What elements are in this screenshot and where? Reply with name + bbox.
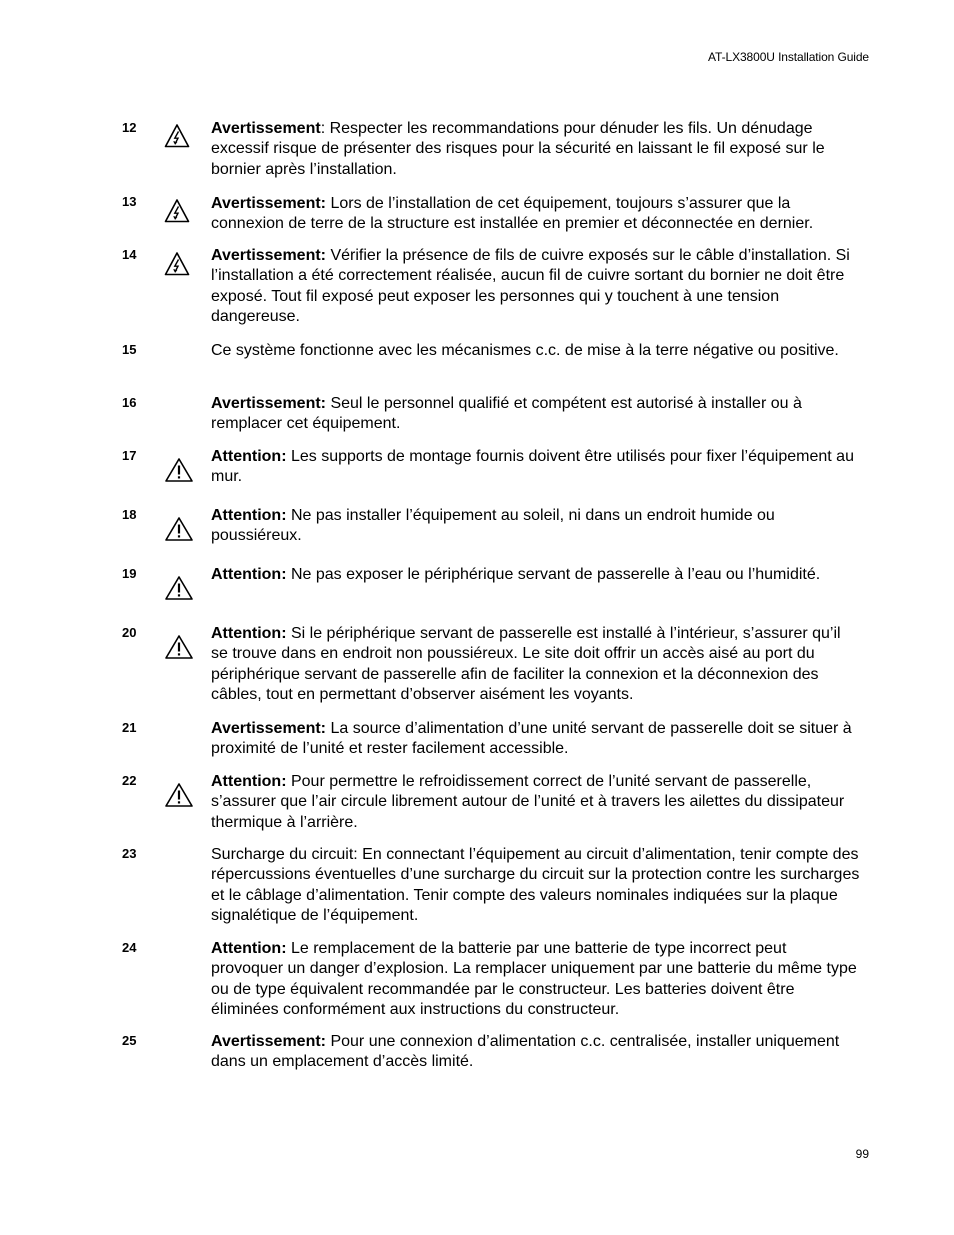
item-text — [211, 119, 861, 180]
item-text — [211, 194, 861, 235]
electrical-warning-icon — [164, 198, 190, 224]
item-label: Attention: — [211, 507, 287, 524]
electrical-warning-icon — [164, 251, 190, 277]
item-number: 18 — [122, 507, 137, 522]
item-number: 16 — [122, 395, 137, 410]
caution-icon — [164, 516, 194, 542]
item-text — [211, 1032, 861, 1073]
item-label: Avertissement: — [211, 720, 327, 737]
item-number: 19 — [122, 566, 137, 581]
item-text — [211, 341, 861, 361]
item-number: 25 — [122, 1033, 137, 1048]
caution-icon — [164, 457, 194, 483]
item-label: Avertissement: — [211, 395, 327, 412]
item-label: Attention: — [211, 625, 287, 642]
item-body: Pour une connexion d’alimentation c.c. centralisée, installer uniquement dans un emplacement d’accès limité. — [211, 1033, 840, 1071]
item-text — [211, 845, 861, 927]
item-body: Ne pas installer l’équipement au soleil, ni dans un endroit humide ou poussiéreux. — [211, 507, 775, 545]
item-text — [211, 624, 861, 706]
item-label: Avertissement: — [211, 195, 327, 212]
item-text — [211, 939, 861, 1021]
item-body: Seul le personnel qualifié et compétent est autorisé à installer ou à remplacer cet équipement. — [211, 395, 802, 433]
item-body: Ne pas exposer le périphérique servant de passerelle à l’eau ou l’humidité. — [286, 566, 821, 583]
page-header: AT-LX3800U Installation Guide — [708, 50, 869, 64]
item-number: 23 — [122, 846, 137, 861]
item-text — [211, 565, 861, 585]
item-number: 15 — [122, 342, 137, 357]
item-label: Attention: — [211, 773, 287, 790]
item-text — [211, 772, 861, 833]
item-number: 17 — [122, 448, 137, 463]
item-label: Attention: — [211, 448, 287, 465]
page-number: 99 — [855, 1147, 869, 1161]
item-body: Si le périphérique servant de passerelle est installé à l’intérieur, s’assurer qu’il se trouve dans en endroit non poussiéreux. Le site doit offrir un accès aisé au port du périphérique servant de passerelle afin de faciliter la connexion et la déconnexion des câbles, tout en permettant d’observer aisément les voyants. — [211, 625, 841, 704]
item-body: Ce système fonctionne avec les mécanismes c.c. de mise à la terre négative ou positive. — [211, 342, 839, 359]
item-body: Pour permettre le refroidissement correct de l’unité servant de passerelle, s’assurer que l’air circule librement autour de l’unité et à travers les ailettes du dissipateur thermique à l’arrière. — [211, 773, 845, 831]
item-body: Lors de l’installation de cet équipement, toujours s’assurer que la connexion de terre de la structure est installée en premier et déconnectée en dernier. — [211, 195, 814, 233]
item-body: Le remplacement de la batterie par une batterie de type incorrect peut provoquer un danger d’explosion. La remplacer uniquement par une batterie du même type ou de type équivalent recommandée par le constructeur. Les batteries doivent être éliminées conformément aux instructions du constructeur. — [211, 940, 857, 1019]
item-body: Surcharge du circuit: En connectant l’équipement au circuit d’alimentation, tenir compte des répercussions éventuelles d’une surcharge du circuit sur la protection contre les surcharges et le câblage d’alimentation. Tenir compte des valeurs nominales indiquées sur la plaque signalétique de l’équipement. — [211, 846, 860, 925]
item-text — [211, 394, 861, 435]
caution-icon — [164, 634, 194, 660]
item-label: Avertissement — [211, 120, 321, 137]
item-number: 13 — [122, 194, 137, 209]
item-body: Les supports de montage fournis doivent être utilisés pour fixer l’équipement au mur. — [211, 448, 854, 486]
item-body: : Respecter les recommandations pour dénuder les fils. Un dénudage excessif risque de présenter des risques pour la sécurité en laissant le fil exposé sur le bornier après l’installation. — [211, 120, 825, 178]
item-number: 20 — [122, 625, 137, 640]
electrical-warning-icon — [164, 123, 190, 149]
item-label: Attention: — [211, 940, 287, 957]
caution-icon — [164, 782, 194, 808]
item-number: 14 — [122, 247, 137, 262]
caution-icon — [164, 575, 194, 601]
item-label: Avertissement: — [211, 1033, 327, 1050]
item-body: Vérifier la présence de fils de cuivre exposés sur le câble d’installation. Si l’installation a été correctement réalisée, aucun fil de cuivre sortant du bornier ne doit être exposé. Tout fil exposé peut exposer les personnes qui y touchent à une tension dangereuse. — [211, 247, 850, 326]
item-label: Avertissement: — [211, 247, 327, 264]
item-number: 22 — [122, 773, 137, 788]
item-text — [211, 719, 861, 760]
item-text — [211, 246, 861, 328]
item-label: Attention: — [211, 566, 287, 583]
item-number: 21 — [122, 720, 137, 735]
item-number: 12 — [122, 120, 137, 135]
item-body: La source d’alimentation d’une unité servant de passerelle doit se situer à proximité de l’unité et rester facilement accessible. — [211, 720, 852, 758]
item-text — [211, 447, 861, 488]
item-text — [211, 506, 861, 547]
item-number: 24 — [122, 940, 137, 955]
